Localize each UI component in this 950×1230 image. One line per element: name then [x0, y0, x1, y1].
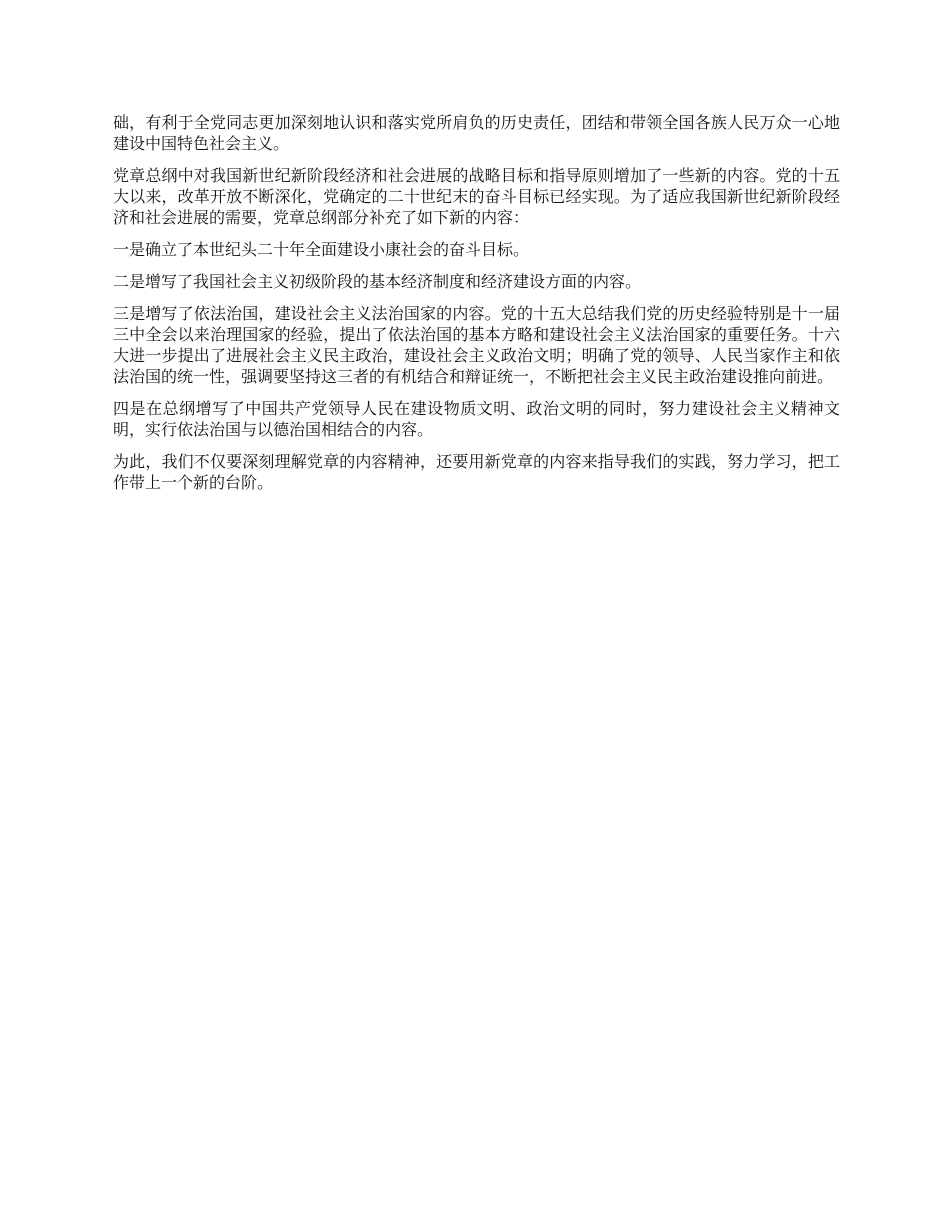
document-body [113, 112, 840, 504]
paragraph: 为此，我们不仅要深刻理解党章的内容精神，还要用新党章的内容来指导我们的实践，努力学习，把工作带上一个新的台阶。 [113, 452, 840, 492]
paragraph: 党章总纲中对我国新世纪新阶段经济和社会进展的战略目标和指导原则增加了一些新的内容。党的十五大以来，改革开放不断深化，党确定的二十世纪末的奋斗目标已经实现。为了适应我国新世纪新阶段经济和社会进展的需要，党章总纲部分补充了如下新的内容： [113, 166, 840, 227]
paragraph: 二是增写了我国社会主义初级阶段的基本经济制度和经济建设方面的内容。 [113, 272, 642, 291]
paragraph: 三是增写了依法治国，建设社会主义法治国家的内容。党的十五大总结我们党的历史经验特别是十一届三中全会以来治理国家的经验，提出了依法治国的基本方略和建设社会主义法治国家的重要任务。十六大进一步提出了进展社会主义民主政治，建设社会主义政治文明；明确了党的领导、人民当家作主和依法治国的统一性，强调要坚持这三者的有机结合和辩证统一，不断把社会主义民主政治建设推向前进。 [113, 304, 840, 386]
paragraph: 础，有利于全党同志更加深刻地认识和落实党所肩负的历史责任，团结和带领全国各族人民万众一心地建设中国特色社会主义。 [113, 113, 840, 153]
paragraph: 四是在总纲增写了中国共产党领导人民在建设物质文明、政治文明的同时，努力建设社会主义精神文明，实行依法治国与以德治国相结合的内容。 [113, 399, 840, 439]
paragraph: 一是确立了本世纪头二十年全面建设小康社会的奋斗目标。 [113, 240, 530, 259]
